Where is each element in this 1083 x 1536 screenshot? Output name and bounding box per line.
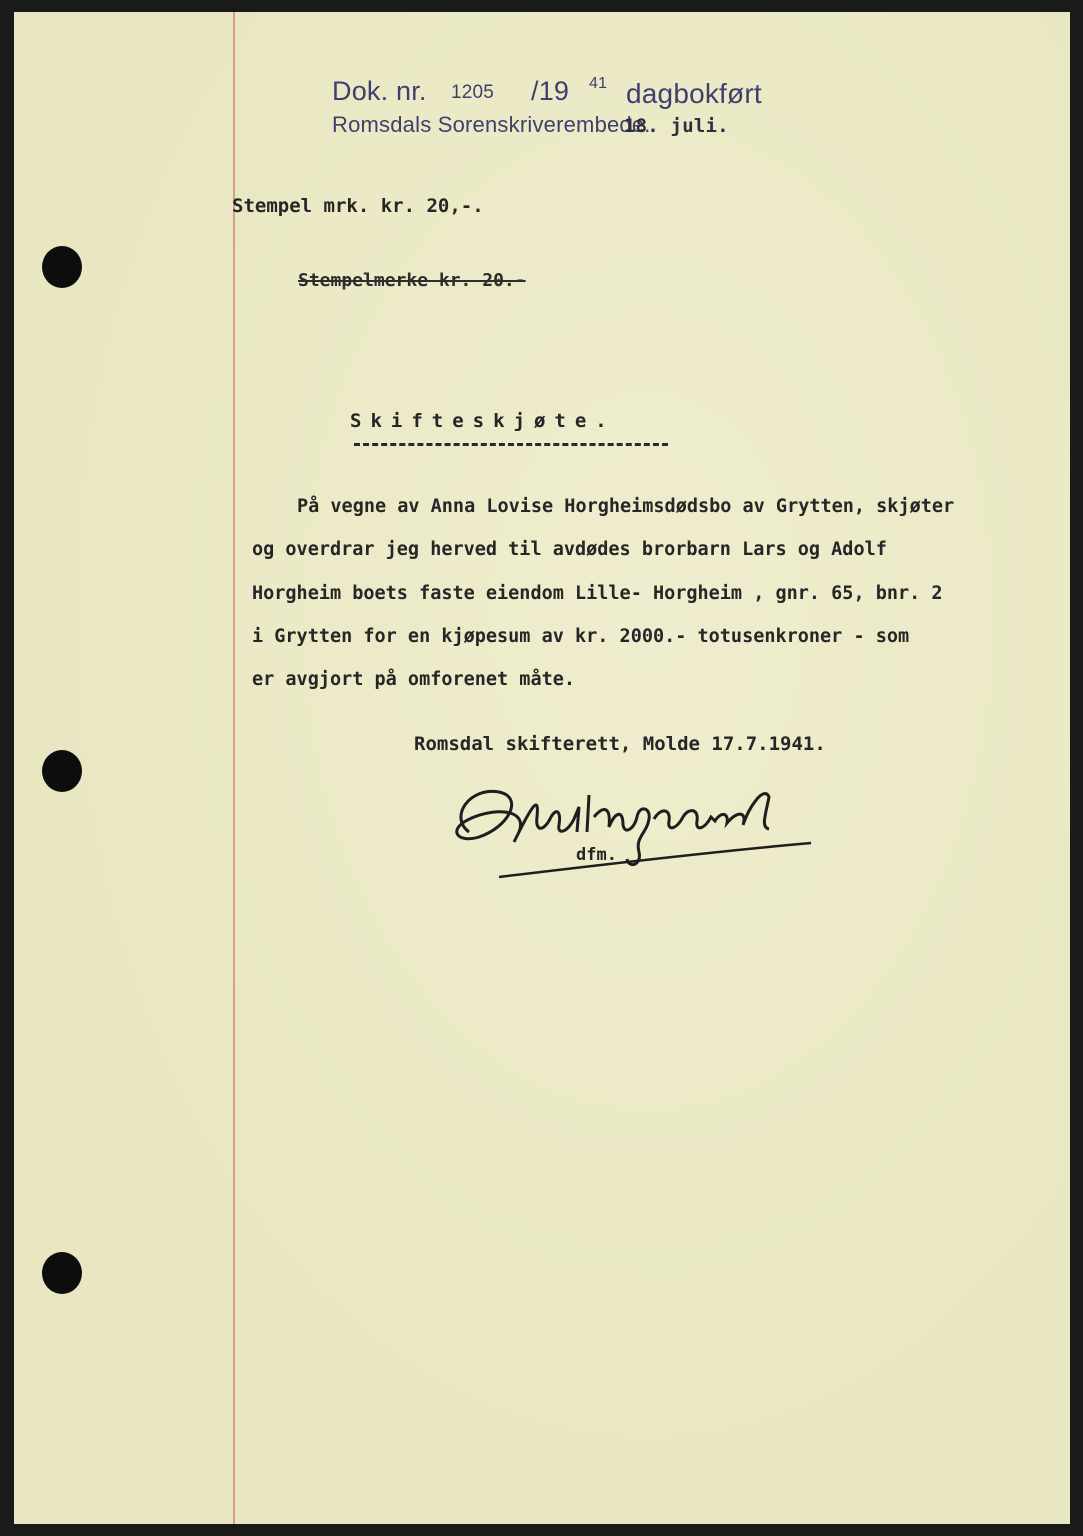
document-page bbox=[14, 12, 1070, 1524]
body-line: i Grytten for en kjøpesum av kr. 2000.- totusenkroner - som bbox=[252, 626, 910, 647]
stamp-number: 1205 bbox=[451, 82, 495, 103]
stamp-fee-note: Stempel mrk. kr. 20,-. bbox=[232, 195, 484, 217]
signature-title: dfm. bbox=[576, 845, 617, 865]
stamp-office: Romsdals Sorenskriverembede. bbox=[332, 112, 651, 137]
body-line: og overdrar jeg herved til avdødes brorbarn Lars og Adolf bbox=[252, 539, 887, 560]
punch-hole bbox=[42, 246, 82, 288]
title-underline bbox=[354, 443, 668, 446]
punch-hole bbox=[42, 1252, 82, 1294]
body-line: På vegne av Anna Lovise Horgheimsdødsbo av Grytten, skjøter bbox=[297, 496, 955, 517]
punch-hole bbox=[42, 750, 82, 792]
stamp-year: /19 bbox=[531, 76, 570, 106]
stamp-label: Dok. nr. bbox=[332, 76, 427, 106]
body-line: Horgheim boets faste eiendom Lille- Horgheim , gnr. 65, bnr. 2 bbox=[252, 583, 943, 604]
struck-stamp-note: Stempelmerke kr. 20.- bbox=[298, 270, 526, 291]
stamp-status: dagbokført bbox=[626, 78, 762, 109]
stamp-year-suffix: 41 bbox=[589, 75, 608, 92]
handwritten-signature bbox=[439, 777, 819, 887]
margin-line bbox=[233, 12, 235, 1524]
document-title: Skifteskjøte. bbox=[350, 410, 616, 432]
stamp-date: 18. juli. bbox=[624, 115, 729, 137]
body-line: er avgjort på omforenet måte. bbox=[252, 669, 576, 690]
place-date: Romsdal skifterett, Molde 17.7.1941. bbox=[414, 733, 826, 755]
